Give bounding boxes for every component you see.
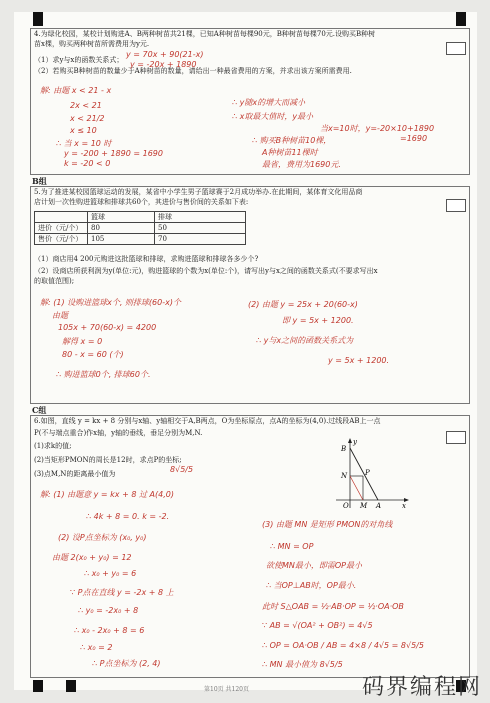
q4-hand-7: ∴ 当 x = 10 时 bbox=[56, 139, 112, 148]
q4-hand-10: ∴ y随x的增大而减小 bbox=[232, 98, 306, 107]
q6-hand-14: ∴ 当OP⊥AB时，OP最小. bbox=[266, 581, 357, 590]
label-x: x bbox=[402, 502, 406, 510]
q6-hand-8: ∴ x₀ - 2x₀ + 8 = 6 bbox=[74, 626, 145, 635]
line-ab bbox=[350, 448, 378, 500]
q5-hand-10: y = 5x + 1200. bbox=[328, 356, 390, 365]
q6-hand-9: ∴ x₀ = 2 bbox=[80, 643, 113, 652]
table-cell: 售价（元/个） bbox=[35, 234, 88, 245]
q4-hand-2: y = -20x + 1890 bbox=[130, 60, 197, 69]
q4-part2: （2）若购买B种树苗的数量少于A种树苗的数量，请给出一种最省费用的方案，并求出该方案所需费用. bbox=[34, 67, 352, 75]
q6-hand-2: ∴ 4k + 8 = 0. k = -2. bbox=[86, 512, 170, 521]
q5-hand-9: ∴ y与x之间的函数关系式为 bbox=[256, 336, 354, 345]
q4-score-box[interactable] bbox=[446, 42, 466, 55]
segment-mn bbox=[350, 476, 363, 500]
registration-mark-top-left bbox=[33, 12, 43, 26]
q6-part3: (3)点M,N的距离最小值为 bbox=[34, 470, 116, 478]
label-o: O bbox=[343, 502, 349, 510]
table-row bbox=[35, 223, 246, 234]
q4-stem-line1: 4.为绿化校园，某校计划购进A、B两种树苗共21棵，已知A种树苗每棵90元，B种树苗每棵70元.设购买B种树 bbox=[34, 30, 376, 38]
price-table bbox=[34, 211, 246, 245]
q6-hand-17: ∴ OP = OA·OB / AB = 4×8 / 4√5 = 8√5/5 bbox=[262, 641, 424, 650]
label-b: B bbox=[341, 445, 347, 453]
registration-mark-bottom-left bbox=[33, 680, 43, 692]
q6-stem-line2: P(不与端点重合)作x轴，y轴的垂线，垂足分别为M,N. bbox=[34, 429, 203, 437]
q4-hand-15: A种树苗11棵时 bbox=[262, 148, 318, 157]
q6-hand-12: ∴ MN = OP bbox=[270, 542, 314, 551]
label-a: A bbox=[376, 502, 382, 510]
q5-part2b: 的取值范围); bbox=[34, 277, 75, 285]
q6-coordinate-figure bbox=[330, 436, 410, 512]
group-c-label: C组 bbox=[32, 405, 47, 415]
q6-part1: (1)求k的值; bbox=[34, 442, 72, 450]
q4-hand-1: y = 70x + 90(21-x) bbox=[126, 50, 204, 59]
q6-hand-18: ∴ MN 最小值为 8√5/5 bbox=[262, 660, 343, 669]
table-header-cell: 篮球 bbox=[88, 212, 155, 223]
label-y: y bbox=[353, 438, 357, 446]
q4-hand-9: k = -20 < 0 bbox=[64, 159, 111, 168]
q6-hand-5: ∴ x₀ + y₀ = 6 bbox=[84, 569, 137, 578]
site-watermark: 码界编程网 bbox=[361, 675, 482, 700]
table-cell: 进价（元/个） bbox=[35, 223, 88, 234]
q4-hand-16: 最省，费用为1690元. bbox=[262, 160, 341, 169]
table-header-cell: 排球 bbox=[155, 212, 246, 223]
y-axis-arrow bbox=[348, 438, 352, 443]
page-footer: 第10页 共120页 bbox=[204, 686, 249, 693]
label-n: N bbox=[341, 472, 348, 480]
q4-hand-13: =1690 bbox=[400, 134, 428, 143]
q4-part1: （1）求y与x的函数关系式； bbox=[34, 56, 124, 64]
q5-part2: （2）设商店所获利润为y(单位:元)，购进篮球的个数为x(单位:个)，请写出y与x之间的函数关系式(不要求写出x bbox=[34, 267, 378, 275]
q5-stem-line2: 店计划一次性购进篮球和排球共60个，其进价与售价间的关系如下表: bbox=[34, 198, 249, 206]
label-p: P bbox=[365, 469, 370, 477]
q5-stem-line1: 5.为了推进某校园篮球运动的发展，某省中小学生男子篮球赛于2月成功举办.在此期间，某体育文化用品商 bbox=[34, 188, 363, 196]
table-header-row bbox=[35, 212, 246, 223]
table-row bbox=[35, 234, 246, 245]
q6-stem-line1: 6.如图，直线 y = kx + 8 分别与x轴、y轴相交于A,B两点，O为坐标原点，点A的坐标为(4,0).过线段AB上一点 bbox=[34, 417, 381, 425]
table-header-cell bbox=[35, 212, 88, 223]
q4-hand-8: y = -200 + 1890 = 1690 bbox=[64, 149, 163, 158]
q6-hand-15: 此时 S△OAB = ½·AB·OP = ½·OA·OB bbox=[262, 602, 404, 611]
q6-hand-7: ∴ y₀ = -2x₀ + 8 bbox=[78, 606, 139, 615]
q4-hand-12: 当x=10时，y=-20×10+1890 bbox=[320, 124, 435, 133]
q6-hand-3: (2) 设P点坐标为 (x₀, y₀) bbox=[58, 533, 147, 542]
q6-hand-10: ∴ P点坐标为 (2, 4) bbox=[92, 659, 161, 668]
q6-hand-16: ∵ AB = √(OA² + OB²) = 4√5 bbox=[262, 621, 373, 630]
q4-hand-6: x ≤ 10 bbox=[70, 126, 97, 135]
q4-hand-3: 解: 由题 x < 21 - x bbox=[40, 86, 112, 95]
q5-part1: （1）商店用4 200元购进这批篮球和排球，求购进篮球和排球各多少个? bbox=[34, 255, 259, 263]
q4-hand-14: ∴ 购买B种树苗10棵， bbox=[252, 136, 332, 145]
q5-score-box[interactable] bbox=[446, 199, 466, 212]
q6-hand-1: 解: (1) 由题意 y = kx + 8 过 A(4,0) bbox=[40, 490, 174, 499]
q4-stem-line2: 苗x棵，购买两种树苗所需费用为y元. bbox=[34, 40, 150, 48]
q4-hand-11: ∴ x取最大值时，y最小 bbox=[232, 112, 314, 121]
q5-hand-3: 105x + 70(60-x) = 4200 bbox=[58, 323, 157, 332]
q6-part3-answer: 8√5/5 bbox=[170, 465, 194, 474]
q6-hand-11: (3) 由题 MN 是矩形 PMON的对角线 bbox=[262, 520, 393, 529]
table-cell: 50 bbox=[155, 223, 246, 234]
group-b-label: B组 bbox=[32, 176, 47, 186]
table-cell: 70 bbox=[155, 234, 246, 245]
registration-mark-bottom-left-2 bbox=[66, 680, 76, 692]
registration-mark-top-right bbox=[456, 12, 466, 26]
q5-hand-2: 由题 bbox=[52, 311, 68, 320]
q4-hand-5: x < 21/2 bbox=[70, 114, 105, 123]
label-m: M bbox=[360, 502, 368, 510]
q6-score-box[interactable] bbox=[446, 431, 466, 444]
table-cell: 80 bbox=[88, 223, 155, 234]
q6-hand-13: 欲使MN最小，即需OP最小 bbox=[266, 561, 363, 570]
q5-hand-1: 解: (1) 设购进篮球x个, 则排球(60-x)个 bbox=[40, 298, 181, 307]
table-cell: 105 bbox=[88, 234, 155, 245]
q5-hand-8: 即 y = 5x + 1200. bbox=[282, 316, 354, 325]
q5-hand-5: 80 - x = 60 (个) bbox=[62, 350, 124, 359]
q4-hand-4: 2x < 21 bbox=[70, 101, 102, 110]
q6-part2: (2)当矩形PMON的周长是12时，求点P的坐标; bbox=[34, 456, 182, 464]
q5-hand-4: 解得 x = 0 bbox=[62, 337, 103, 346]
q5-hand-6: ∴ 购进篮球0个, 排球60个. bbox=[56, 370, 151, 379]
q6-hand-6: ∵ P点在直线 y = -2x + 8 上 bbox=[70, 588, 174, 597]
q5-hand-7: (2) 由题 y = 25x + 20(60-x) bbox=[248, 300, 358, 309]
q6-hand-4: 由题 2(x₀ + y₀) = 12 bbox=[52, 553, 132, 562]
